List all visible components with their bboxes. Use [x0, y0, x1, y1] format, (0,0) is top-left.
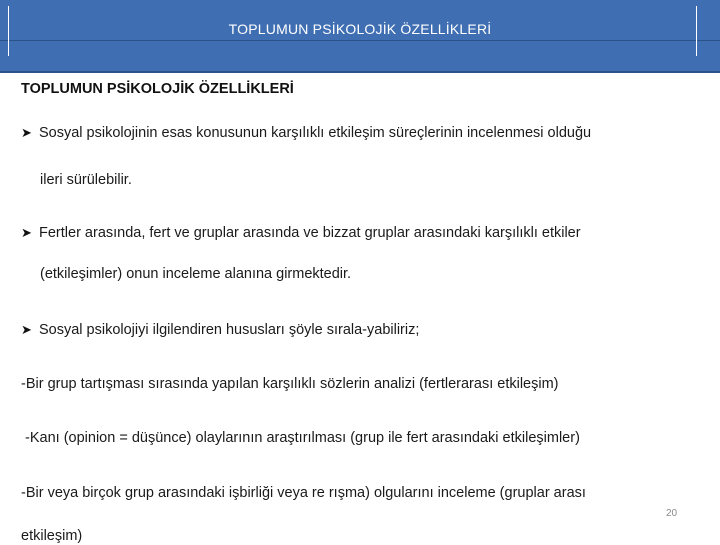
bullet-item-3 [21, 321, 706, 339]
arrow-bullet-icon: ➤ [21, 125, 32, 140]
page-number: 20 [666, 508, 678, 519]
bullet-continuation: ileri sürülebilir. [40, 172, 132, 188]
arrow-bullet-icon: ➤ [21, 322, 32, 337]
bullet-item-2 [21, 224, 706, 242]
arrow-bullet-icon: ➤ [21, 225, 32, 240]
bullet-item-1 [21, 124, 706, 142]
list-item: -Bir grup tartışması sırasında yapılan karşılıklı sözlerin analizi (fertlerarası etkileşim) [21, 376, 559, 392]
list-item: etkileşim) [21, 528, 83, 544]
bullet-continuation: (etkileşimler) onun inceleme alanına girmektedir. [40, 266, 352, 282]
bullet-text: Fertler arasında, fert ve gruplar arasında ve bizzat gruplar arasındaki karşılıklı etkiler [39, 225, 581, 241]
header-title: TOPLUMUN PSİKOLOJİK ÖZELLİKLERİ [228, 21, 492, 37]
list-item: -Bir veya birçok grup arasındaki işbirliği veya re rışma) olgularını inceleme (gruplar arası [21, 485, 586, 501]
bullet-text: Sosyal psikolojiyi ilgilendiren hususları şöyle sırala-yabiliriz; [39, 322, 420, 338]
bullet-text: Sosyal psikolojinin esas konusunun karşılıklı etkileşim süreçlerinin incelenmesi olduğu [39, 125, 592, 141]
slide-title: TOPLUMUN PSİKOLOJİK ÖZELLİKLERİ [21, 81, 294, 97]
list-item: -Kanı (opinion = düşünce) olaylarının araştırılması (grup ile fert arasındaki etkileşimler) [21, 430, 580, 446]
